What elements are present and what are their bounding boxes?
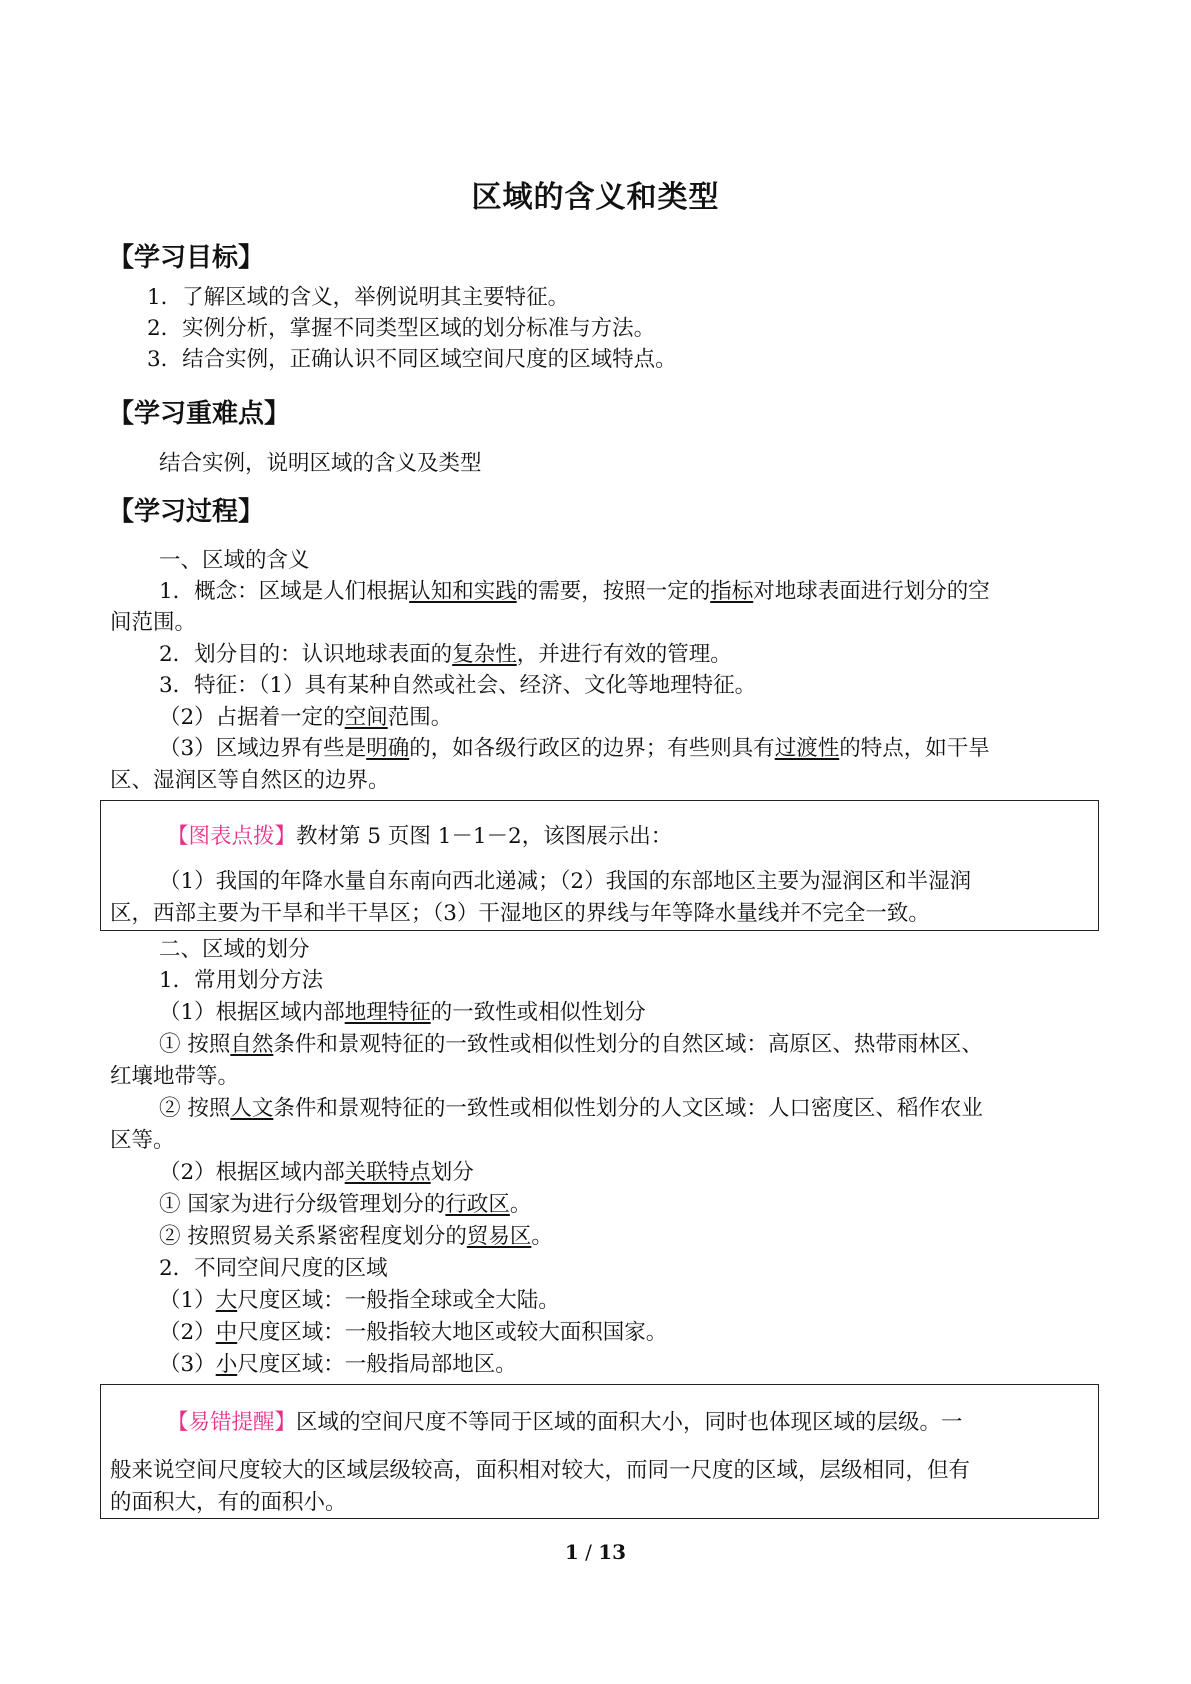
error-tip-line-1: 【易错提醒】区域的空间尺度不等同于区域的面积大小，同时也体现区域的层级。一 (167, 1410, 963, 1435)
concept-line-cont: 间范围。 (110, 610, 197, 635)
method-1-natural-cont: 红壤地带等。 (110, 1064, 240, 1089)
page-number: 1 / 13 (564, 1540, 627, 1564)
method-1-human: ② 按照人文条件和景观特征的一致性或相似性划分的人文区域：人口密度区、稻作农业 (159, 1096, 983, 1121)
objective-item-2: 2．实例分析，掌握不同类型区域的划分标准与方法。 (147, 316, 656, 341)
objective-item-3: 3．结合实例，正确认识不同区域空间尺度的区域特点。 (147, 347, 677, 372)
concept-line: 1．概念：区域是人们根据认知和实践的需要，按照一定的指标对地球表面进行划分的空 (159, 579, 990, 604)
error-tip-line-2: 般来说空间尺度较大的区域层级较高，面积相对较大，而同一尺度的区域，层级相同，但有 (110, 1458, 971, 1483)
chart-tip-line-3: 区，西部主要为干旱和半干旱区；（3）干湿地区的界线与年等降水量线并不完全一致。 (110, 901, 930, 926)
purpose-line: 2．划分目的：认识地球表面的复杂性，并进行有效的管理。 (159, 642, 732, 667)
methods-title: 1．常用划分方法 (159, 968, 324, 993)
page-title: 区域的含义和类型 (471, 180, 720, 215)
objectives-heading: 【学习目标】 (108, 243, 265, 273)
process-heading: 【学习过程】 (108, 497, 265, 527)
key-points-text: 结合实例，说明区域的含义及类型 (159, 451, 482, 476)
chart-tip-intro: 【图表点拨】教材第 5 页图 1－1－2，该图展示出： (167, 824, 673, 849)
scale-large: （1）大尺度区域：一般指全球或全大陆。 (159, 1288, 560, 1313)
chart-tip-line-2: （1）我国的年降水量自东南向西北递减；（2）我国的东部地区主要为湿润区和半湿润 (159, 869, 972, 894)
method-1: （1）根据区域内部地理特征的一致性或相似性划分 (159, 1000, 646, 1025)
scale-title: 2．不同空间尺度的区域 (159, 1256, 388, 1281)
feature-1: 3．特征：（1）具有某种自然或社会、经济、文化等地理特征。 (159, 673, 757, 698)
method-1-human-cont: 区等。 (110, 1128, 175, 1153)
feature-2: （2）占据着一定的空间范围。 (159, 705, 453, 730)
feature-3-cont: 区、湿润区等自然区的边界。 (110, 768, 390, 793)
chart-tip-tag: 【图表点拨】 (167, 824, 297, 849)
method-2-trade: ② 按照贸易关系紧密程度划分的贸易区。 (159, 1224, 553, 1249)
error-tip-tag: 【易错提醒】 (167, 1410, 297, 1435)
part2-title: 二、区域的划分 (159, 937, 310, 962)
scale-small: （3）小尺度区域：一般指局部地区。 (159, 1352, 517, 1377)
error-tip-line-3: 的面积大，有的面积小。 (110, 1490, 347, 1515)
method-1-natural: ① 按照自然条件和景观特征的一致性或相似性划分的自然区域：高原区、热带雨林区、 (159, 1032, 983, 1057)
key-points-heading: 【学习重难点】 (108, 399, 291, 429)
objective-item-1: 1．了解区域的含义，举例说明其主要特征。 (147, 285, 570, 310)
method-2-admin: ① 国家为进行分级管理划分的行政区。 (159, 1192, 532, 1217)
method-2: （2）根据区域内部关联特点划分 (159, 1160, 474, 1185)
part1-title: 一、区域的含义 (159, 548, 310, 573)
scale-medium: （2）中尺度区域：一般指较大地区或较大面积国家。 (159, 1320, 668, 1345)
feature-3: （3）区域边界有些是明确的，如各级行政区的边界；有些则具有过渡性的特点，如干旱 (159, 736, 990, 761)
